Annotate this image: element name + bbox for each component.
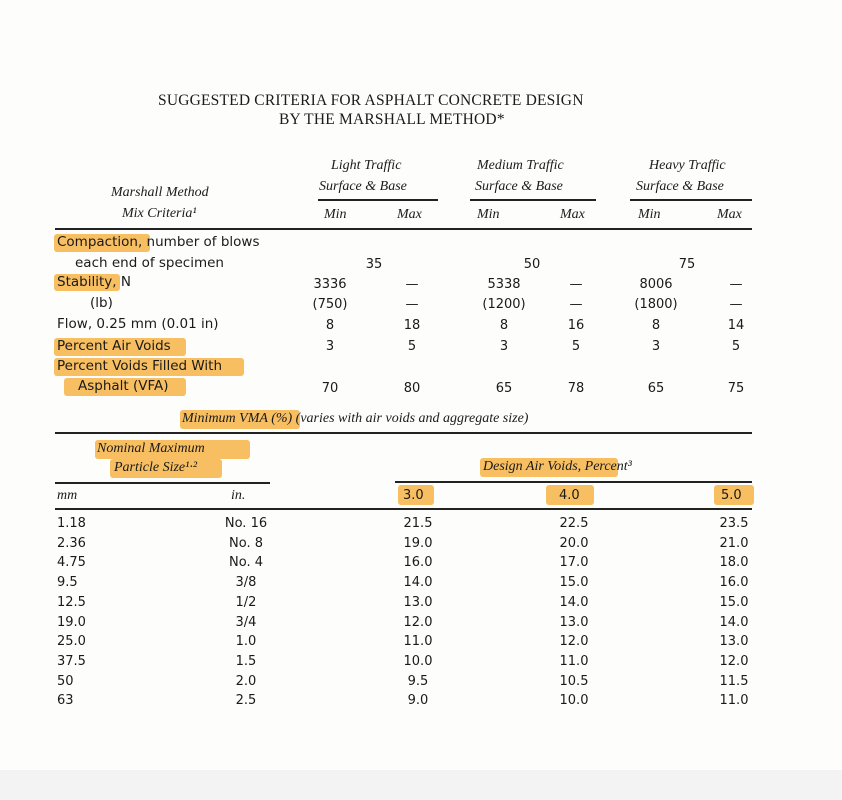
voids-4-cell: 14.0 (559, 595, 589, 610)
stability-lb-label: (lb) (90, 295, 113, 311)
flow-label: Flow, 0.25 mm (0.01 in) (57, 316, 219, 332)
voids-5-cell: 15.0 (719, 595, 749, 610)
mm-cell: 63 (57, 693, 74, 708)
stability-medium-max: — (569, 277, 583, 292)
compaction-medium: 50 (523, 257, 541, 272)
medium-traffic-subheading: Surface & Base (475, 179, 563, 194)
stability-light-min: 3336 (313, 277, 347, 292)
stability-light-max: — (405, 277, 419, 292)
vma-title: Minimum VMA (%) (varies with air voids and aggregate size) (182, 411, 529, 426)
col-voids-3-header: 3.0 (403, 488, 424, 503)
doc-title-line2: BY THE MARSHALL METHOD* (279, 111, 505, 128)
voids-3-cell: 11.0 (403, 634, 433, 649)
heavy-traffic-subheading: Surface & Base (636, 179, 724, 194)
mm-cell: 9.5 (57, 575, 78, 590)
flow-heavy-max: 14 (727, 318, 745, 333)
stability-lb-heavy-max: — (729, 297, 743, 312)
light-traffic-heading: Light Traffic (331, 158, 402, 173)
medium-max-header: Max (560, 207, 585, 222)
mm-cell: 2.36 (57, 536, 86, 551)
light-max-header: Max (397, 207, 422, 222)
flow-medium-min: 8 (499, 318, 509, 333)
doc-title-line1: SUGGESTED CRITERIA FOR ASPHALT CONCRETE DESIGN (158, 92, 584, 109)
criteria-header-rule (55, 228, 752, 230)
stability-lb-medium-max: — (569, 297, 583, 312)
voids-5-cell: 12.0 (719, 654, 749, 669)
light-group-rule (318, 199, 438, 201)
stability-heavy-min: 8006 (639, 277, 673, 292)
in-cell: No. 8 (229, 536, 263, 551)
particle-size-rule (55, 482, 270, 484)
col-voids-4-header: 4.0 (559, 488, 580, 503)
mm-cell: 1.18 (57, 516, 86, 531)
vma-header-rule (55, 508, 752, 510)
compaction-label-cont: each end of specimen (75, 255, 224, 271)
voids-5-cell: 13.0 (719, 634, 749, 649)
voids-3-cell: 12.0 (403, 615, 433, 630)
flow-heavy-min: 8 (651, 318, 661, 333)
voids-4-cell: 12.0 (559, 634, 589, 649)
mm-cell: 12.5 (57, 595, 86, 610)
flow-light-min: 8 (325, 318, 335, 333)
stability-lb-light-min: (750) (312, 297, 348, 312)
flow-medium-max: 16 (567, 318, 585, 333)
heavy-group-rule (630, 199, 752, 201)
air-voids-heavy-min: 3 (651, 339, 661, 354)
voids-4-cell: 10.0 (559, 693, 589, 708)
mm-cell: 37.5 (57, 654, 86, 669)
voids-4-cell: 17.0 (559, 555, 589, 570)
nominal-size-line1: Nominal Maximum (97, 441, 205, 456)
in-cell: No. 4 (229, 555, 263, 570)
vfa-heavy-min: 65 (647, 381, 665, 396)
mm-cell: 25.0 (57, 634, 86, 649)
voids-5-cell: 11.5 (719, 674, 749, 689)
compaction-light: 35 (365, 257, 383, 272)
in-cell: 1/2 (235, 595, 257, 610)
medium-min-header: Min (477, 207, 500, 222)
light-traffic-subheading: Surface & Base (319, 179, 407, 194)
col-voids-5-header: 5.0 (721, 488, 742, 503)
voids-5-cell: 11.0 (719, 693, 749, 708)
medium-traffic-heading: Medium Traffic (477, 158, 564, 173)
page-footer-band (0, 770, 842, 800)
stability-heavy-max: — (729, 277, 743, 292)
vma-top-rule (55, 432, 752, 434)
voids-4-cell: 13.0 (559, 615, 589, 630)
flow-light-max: 18 (403, 318, 421, 333)
air-voids-light-max: 5 (407, 339, 417, 354)
stability-medium-min: 5338 (487, 277, 521, 292)
medium-group-rule (470, 199, 596, 201)
voids-4-cell: 20.0 (559, 536, 589, 551)
voids-4-cell: 15.0 (559, 575, 589, 590)
design-air-voids-label: Design Air Voids, Percent³ (483, 459, 632, 474)
compaction-label: Compaction, number of blows (57, 234, 260, 250)
air-voids-heavy-max: 5 (731, 339, 741, 354)
heavy-max-header: Max (717, 207, 742, 222)
mm-cell: 19.0 (57, 615, 86, 630)
light-min-header: Min (324, 207, 347, 222)
stability-label: Stability, N (57, 274, 131, 290)
air-voids-medium-max: 5 (571, 339, 581, 354)
in-cell: 3/8 (235, 575, 257, 590)
air-voids-light-min: 3 (325, 339, 335, 354)
voids-4-cell: 10.5 (559, 674, 589, 689)
vfa-medium-min: 65 (495, 381, 513, 396)
voids-3-cell: 13.0 (403, 595, 433, 610)
criteria-label-line2: Mix Criteria¹ (122, 206, 197, 221)
stability-lb-light-max: — (405, 297, 419, 312)
voids-3-cell: 9.0 (407, 693, 429, 708)
vfa-label-line2: Asphalt (VFA) (78, 378, 169, 394)
in-cell: 3/4 (235, 615, 257, 630)
voids-3-cell: 10.0 (403, 654, 433, 669)
mm-cell: 4.75 (57, 555, 86, 570)
voids-3-cell: 14.0 (403, 575, 433, 590)
vfa-light-min: 70 (321, 381, 339, 396)
in-cell: 1.5 (235, 654, 257, 669)
voids-3-cell: 16.0 (403, 555, 433, 570)
voids-3-cell: 21.5 (403, 516, 433, 531)
vfa-heavy-max: 75 (727, 381, 745, 396)
voids-5-cell: 14.0 (719, 615, 749, 630)
mm-cell: 50 (57, 674, 74, 689)
in-cell: No. 16 (224, 516, 268, 531)
in-cell: 2.5 (235, 693, 257, 708)
voids-4-cell: 11.0 (559, 654, 589, 669)
voids-5-cell: 23.5 (719, 516, 749, 531)
voids-5-cell: 21.0 (719, 536, 749, 551)
air-voids-label: Percent Air Voids (57, 338, 171, 354)
vfa-light-max: 80 (403, 381, 421, 396)
in-cell: 1.0 (235, 634, 257, 649)
compaction-heavy: 75 (678, 257, 696, 272)
col-mm-header: mm (57, 488, 78, 503)
air-voids-medium-min: 3 (499, 339, 509, 354)
heavy-min-header: Min (638, 207, 661, 222)
stability-lb-medium-min: (1200) (482, 297, 526, 312)
stability-lb-heavy-min: (1800) (634, 297, 678, 312)
vfa-label-line1: Percent Voids Filled With (57, 358, 223, 374)
criteria-label-line1: Marshall Method (111, 185, 209, 200)
voids-5-cell: 16.0 (719, 575, 749, 590)
heavy-traffic-heading: Heavy Traffic (649, 158, 726, 173)
nominal-size-line2: Particle Size¹·² (114, 460, 198, 475)
vfa-medium-max: 78 (567, 381, 585, 396)
voids-4-cell: 22.5 (559, 516, 589, 531)
voids-3-cell: 19.0 (403, 536, 433, 551)
voids-5-cell: 18.0 (719, 555, 749, 570)
col-in-header: in. (231, 488, 246, 503)
voids-3-cell: 9.5 (407, 674, 429, 689)
design-voids-rule (395, 481, 752, 483)
in-cell: 2.0 (235, 674, 257, 689)
